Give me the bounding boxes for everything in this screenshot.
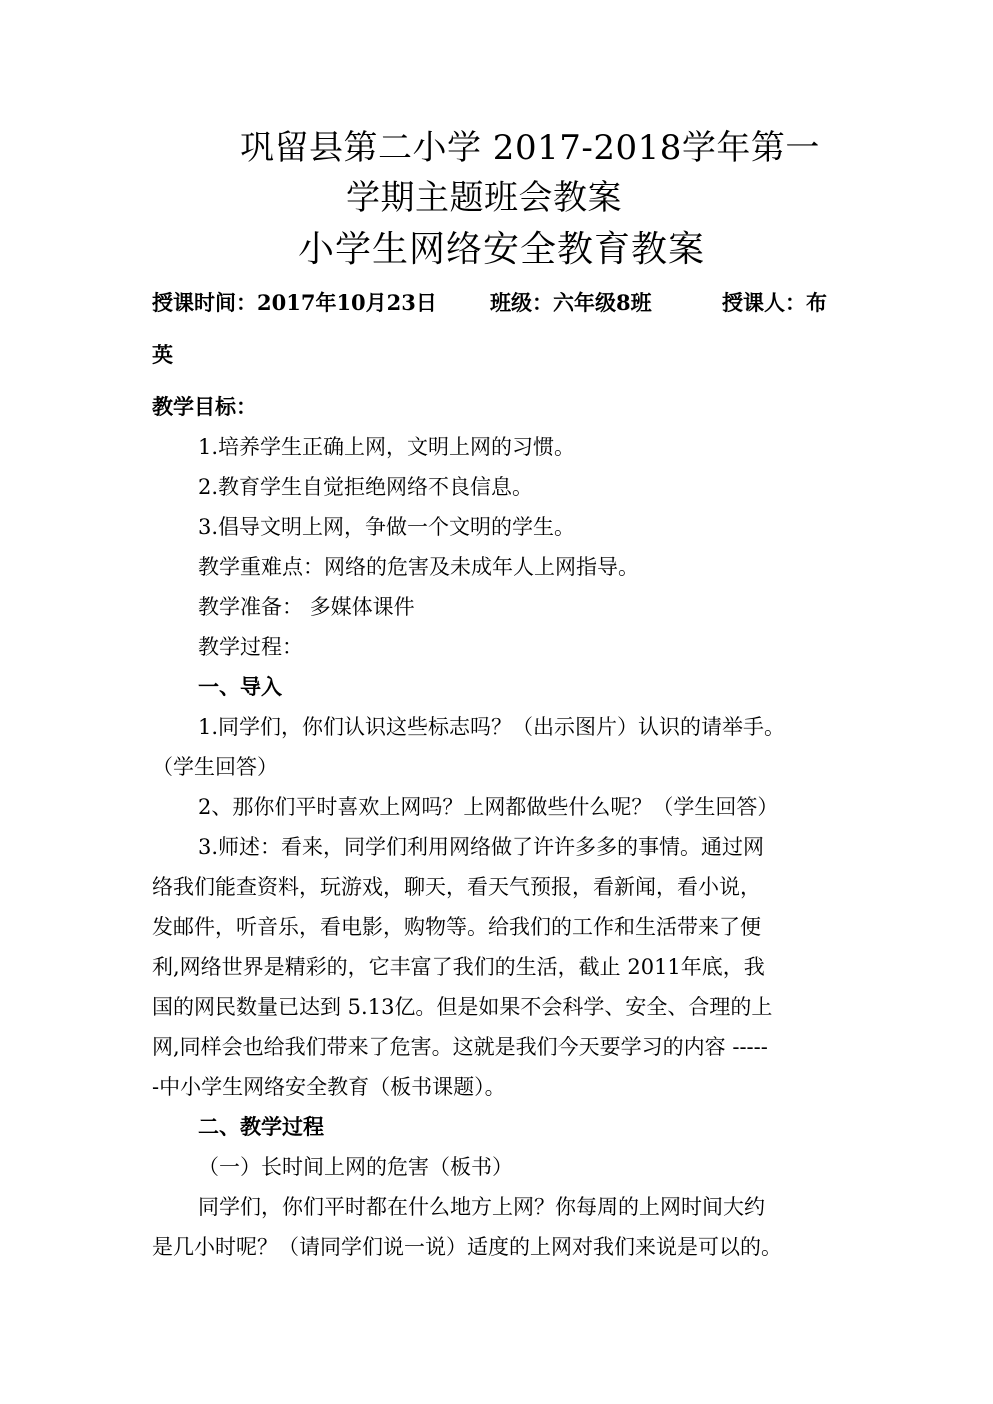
s1-paragraph-3-line-4: 利,网络世界是精彩的，它丰富了我们的生活，截止 2011年底，我 [152, 955, 765, 979]
s1-paragraph-3-line-2: 络我们能查资料，玩游戏，聊天，看天气预报，看新闻，看小说， [152, 875, 761, 899]
title-line-1: 巩留县第二小学 2017-2018学年第一 [240, 128, 820, 168]
goals-heading: 教学目标： [152, 394, 257, 419]
preparation: 教学准备： 多媒体课件 [198, 595, 415, 619]
s1-paragraph-3-line-7: -中小学生网络安全教育（板书课题）。 [152, 1075, 506, 1099]
lesson-time: 授课时间：2017年10月23日 [152, 290, 437, 315]
subsection-1-heading: （一）长时间上网的危害（板书） [198, 1155, 513, 1179]
s1-paragraph-3-line-6: 网,同样会也给我们带来了危害。这就是我们今天要学习的内容 ----- [152, 1035, 768, 1059]
lesson-teacher-continued: 英 [152, 342, 173, 367]
s1-paragraph-3-line-1: 3.师述：看来，同学们利用网络做了许许多多的事情。通过网 [198, 835, 765, 859]
s2-paragraph-1-line-2: 是几小时呢？（请同学们说一说）适度的上网对我们来说是可以的。 [152, 1235, 782, 1259]
lesson-teacher: 授课人：布 [722, 290, 827, 315]
lesson-class: 班级：六年级8班 [490, 290, 652, 315]
key-points: 教学重难点：网络的危害及未成年人上网指导。 [198, 555, 639, 579]
s1-paragraph-1-line-2: （学生回答） [152, 755, 278, 779]
title-line-2: 学期主题班会教案 [346, 178, 622, 218]
s2-paragraph-1-line-1: 同学们，你们平时都在什么地方上网？你每周的上网时间大约 [198, 1195, 765, 1219]
goal-3: 3.倡导文明上网，争做一个文明的学生。 [198, 515, 576, 539]
goal-2: 2.教育学生自觉拒绝网络不良信息。 [198, 475, 534, 499]
title-line-3: 小学生网络安全教育教案 [298, 229, 706, 270]
s1-paragraph-3-line-3: 发邮件，听音乐，看电影，购物等。给我们的工作和生活带来了便 [152, 915, 761, 939]
section-1-heading: 一、导入 [198, 674, 282, 699]
process-label: 教学过程： [198, 635, 303, 659]
s1-paragraph-2: 2、那你们平时喜欢上网吗？上网都做些什么呢？（学生回答） [198, 795, 779, 819]
goal-1: 1.培养学生正确上网，文明上网的习惯。 [198, 435, 576, 459]
s1-paragraph-1-line-1: 1.同学们，你们认识这些标志吗？（出示图片）认识的请举手。 [198, 715, 786, 739]
s1-paragraph-3-line-5: 国的网民数量已达到 5.13亿。但是如果不会科学、安全、合理的上 [152, 995, 773, 1019]
section-2-heading: 二、教学过程 [198, 1114, 324, 1139]
